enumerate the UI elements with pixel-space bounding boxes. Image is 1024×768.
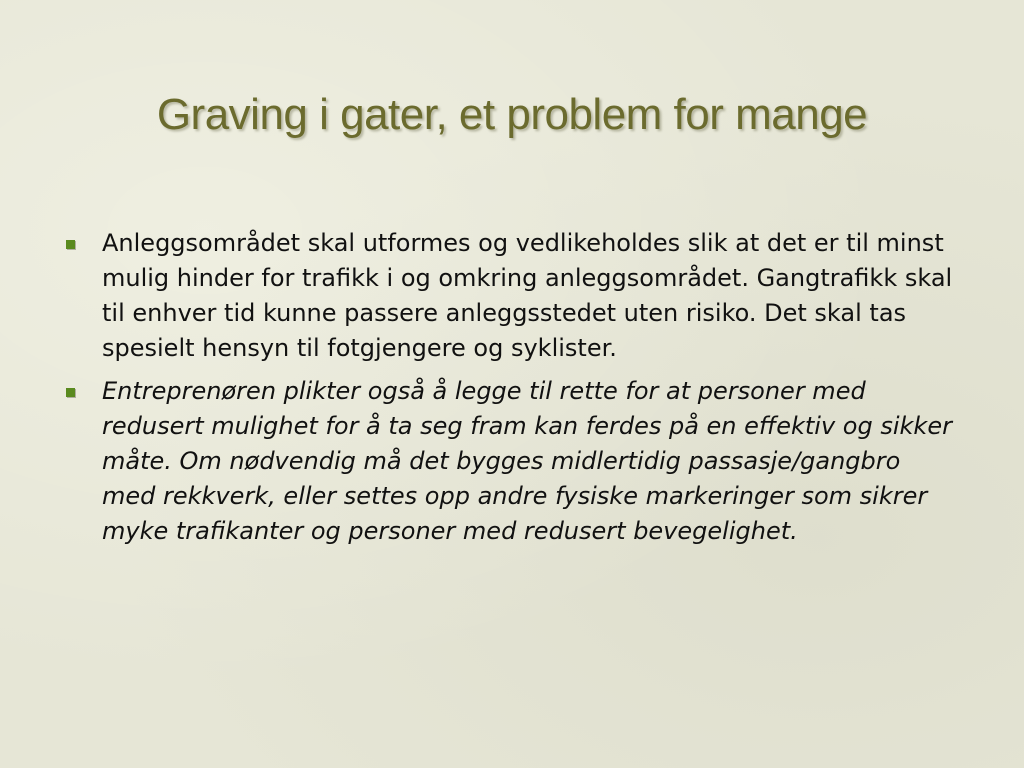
- bullet-text: Anleggsområdet skal utformes og vedlikeholdes slik at det er til minst mulig hinder for trafikk i og omkring anleggsområdet. Gangtrafikk skal til enhver tid kunne passere anleggsstedet uten risiko. Det skal tas spesielt hensyn til fotgjengere og syklister.: [102, 229, 953, 362]
- bullet-list: [60, 226, 960, 557]
- bullet-text: Entreprenøren plikter også å legge til rette for at personer med redusert mulighet for å ta seg fram kan ferdes på en effektiv og sikker måte. Om nødvendig må det bygges midlertidig passasje/gangbro med rekkverk, eller settes opp andre fysiske markeringer som sikrer myke trafikanter og personer med redusert bevegelighet.: [102, 377, 952, 545]
- bullet-item: [60, 374, 960, 549]
- slide-title: Graving i gater, et problem for mange: [156, 90, 868, 139]
- bullet-item: [60, 226, 960, 366]
- square-bullet-icon: [66, 240, 75, 249]
- square-bullet-icon: [66, 388, 75, 397]
